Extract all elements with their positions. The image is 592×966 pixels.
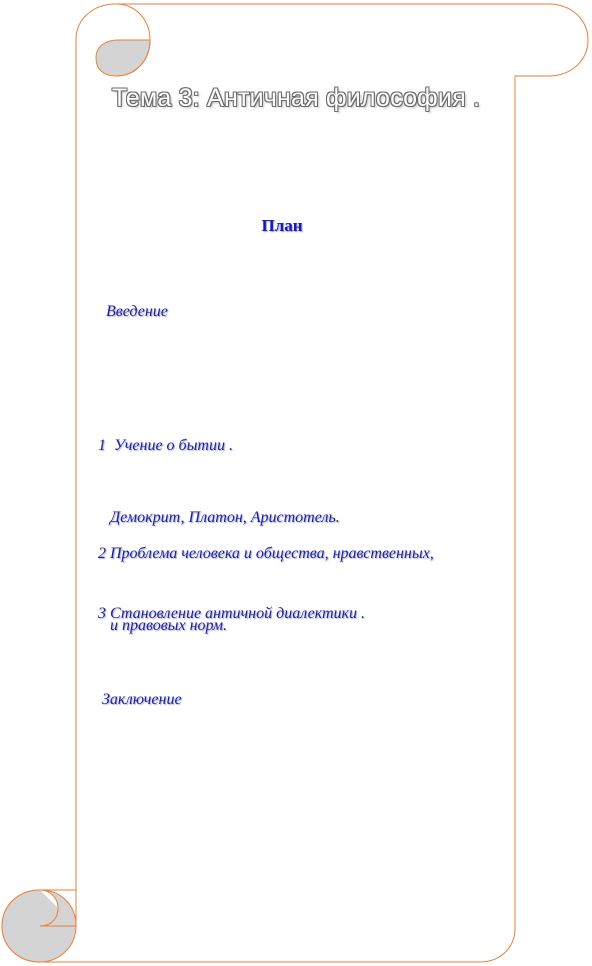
item-line: 2 Проблема человека и общества, нравственных, xyxy=(98,545,434,562)
item-line: 3 Становление античной диалектики . xyxy=(98,605,365,622)
item-line: 1 Учение о бытии . xyxy=(98,437,233,454)
page-title: Тема 3: Античная философия . xyxy=(111,84,481,112)
item-line: Заключение xyxy=(102,691,182,708)
item-line: Демокрит, Платон, Аристотель. xyxy=(98,509,340,526)
list-item-introduction xyxy=(106,300,168,324)
plan-heading: План xyxy=(261,216,303,235)
list-item-dialectics xyxy=(98,602,365,626)
list-item-human-society xyxy=(98,494,434,662)
item-line: Введение xyxy=(106,303,168,320)
list-item-conclusion xyxy=(102,688,182,712)
item-line: и правовых норм. xyxy=(98,617,227,634)
